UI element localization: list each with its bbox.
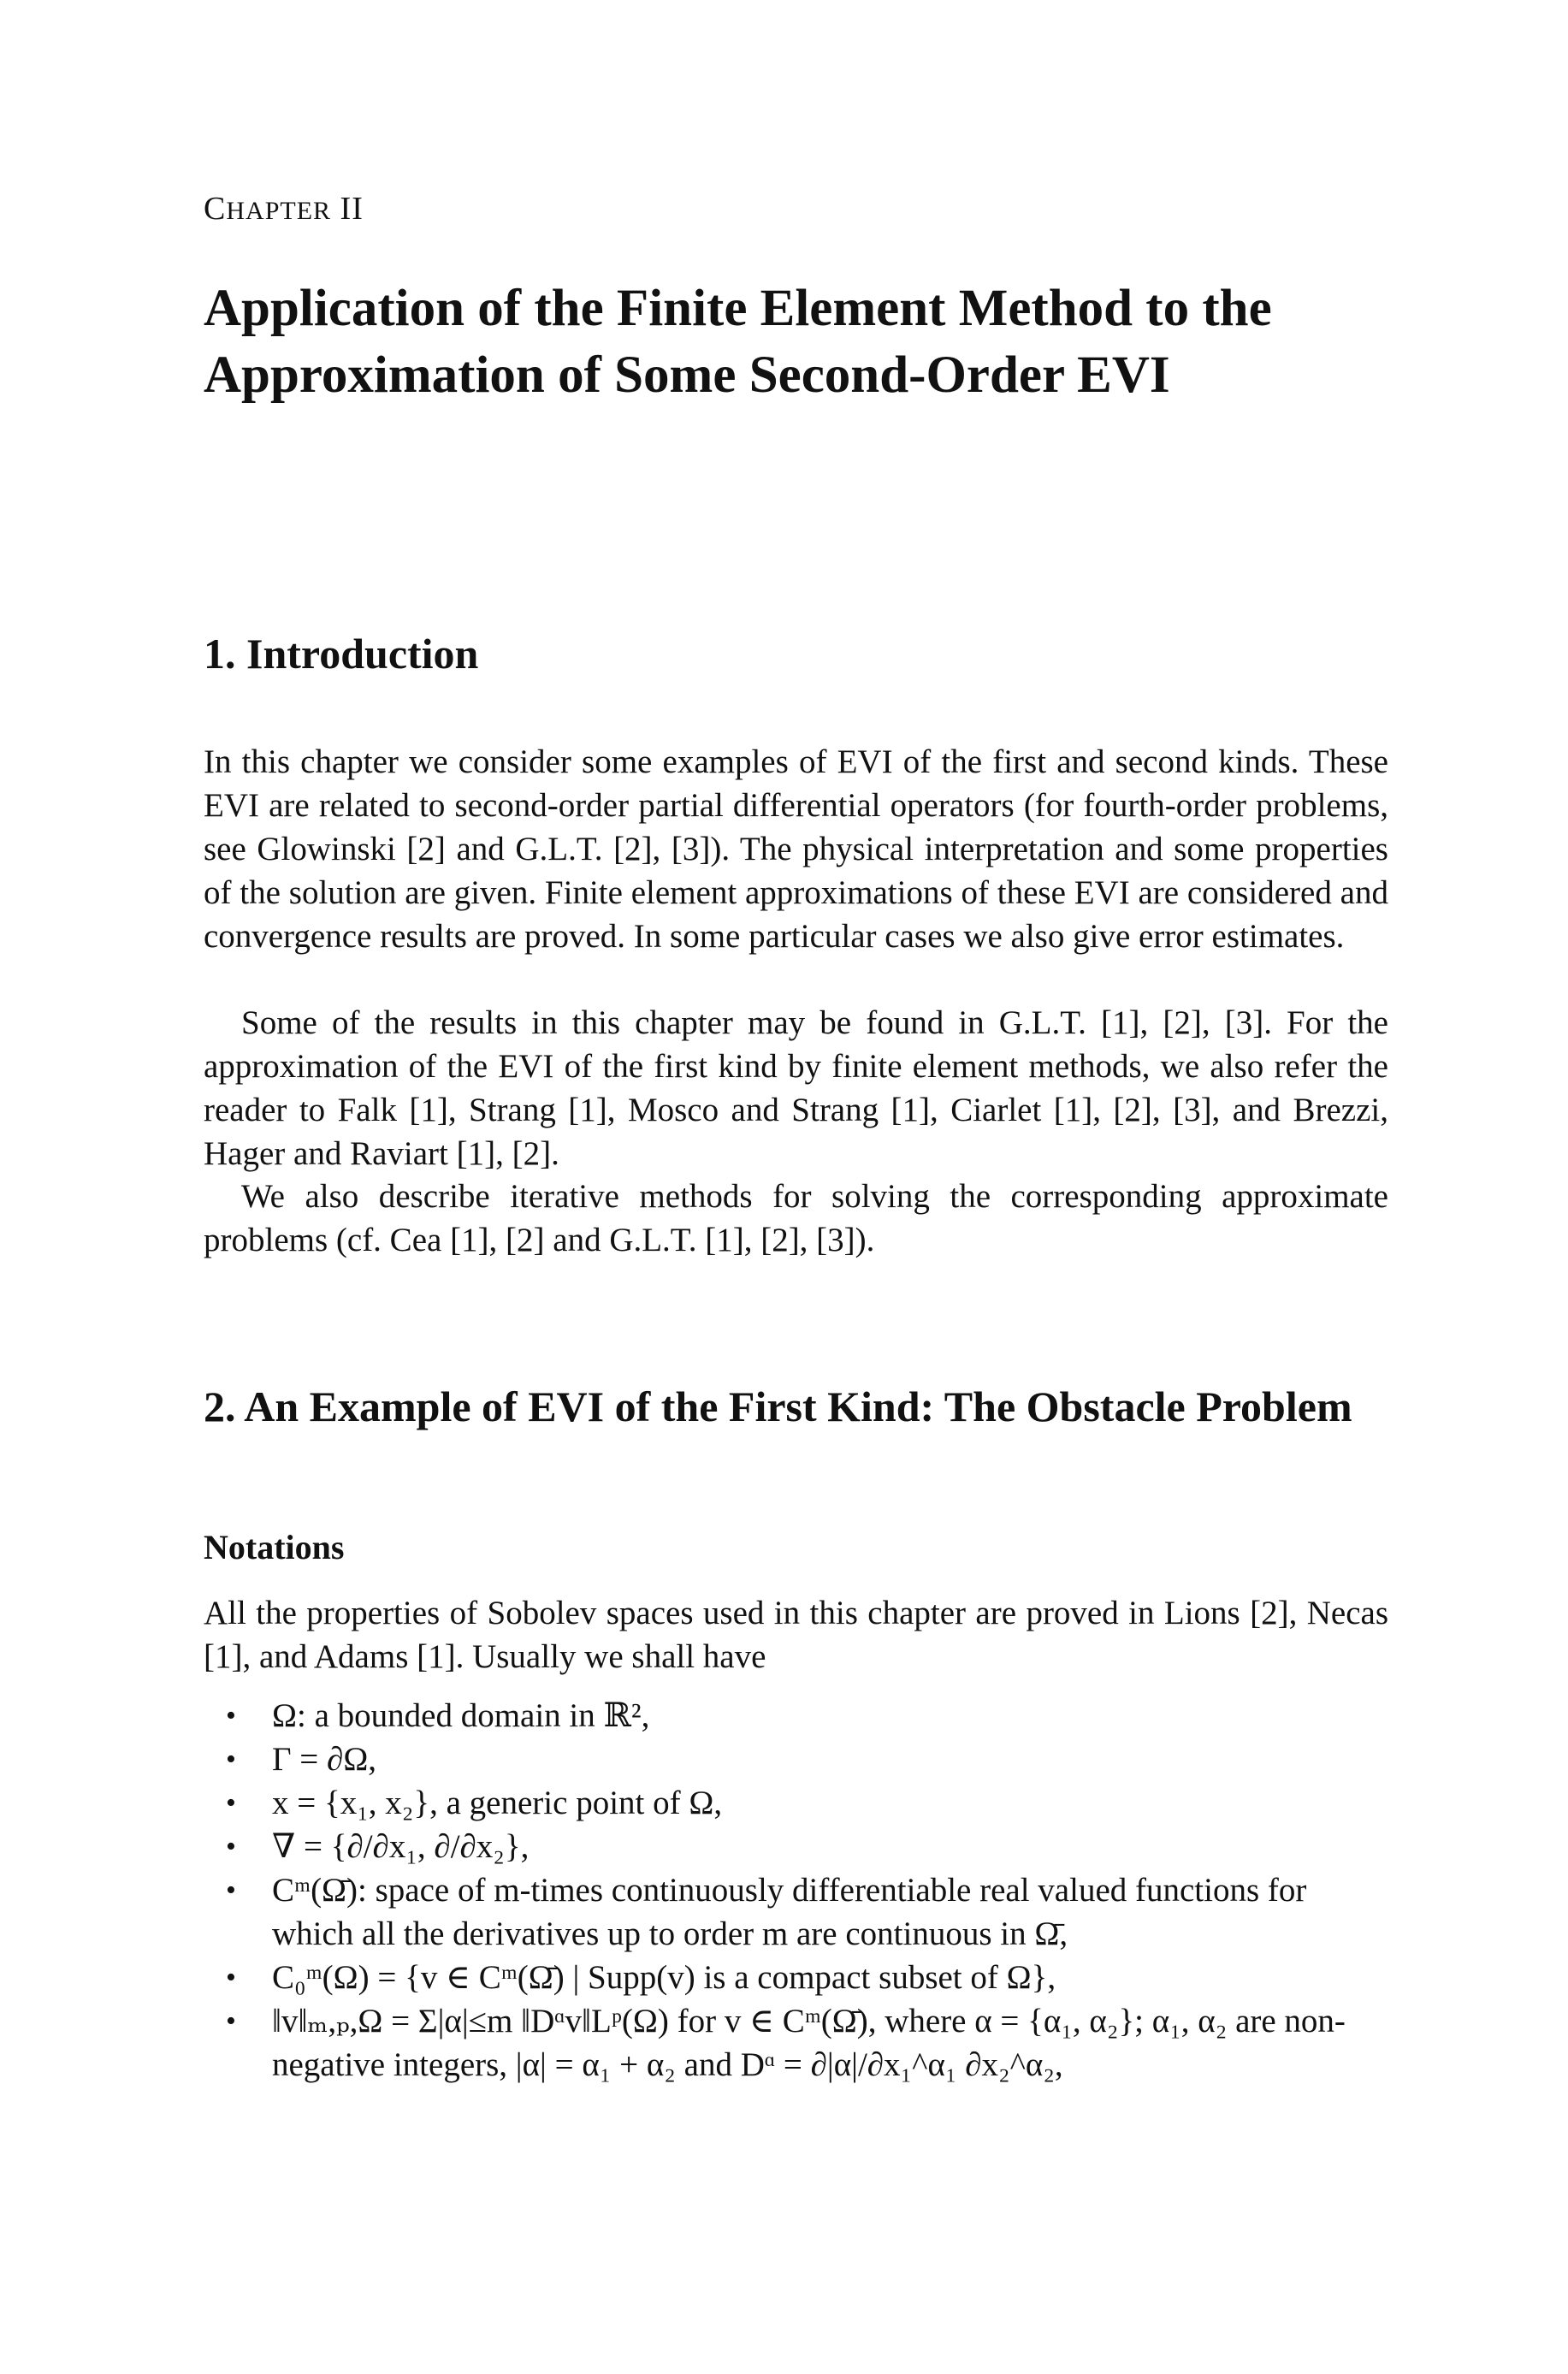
bullet: • <box>226 1962 236 1993</box>
notations-subheading: Notations <box>204 1528 345 1566</box>
list-item-text: C₀ᵐ(Ω) = {v ∈ Cᵐ(Ω̄) | Supp(v) is a compact subset of Ω}, <box>272 1959 1056 1996</box>
section-1-paragraph-2: Some of the results in this chapter may be found in G.L.T. [1], [2], [3]. For the approximation of the EVI of the first kind by finite element methods, we also refer the reader to Falk [1], Strang [1], Mosco and Strang [1], Ciarlet [1], [2], [3], and Brezzi, Hager and Raviart [1], [2]. <box>204 1004 1388 1172</box>
chapter-title-line-1: Application of the Finite Element Method to the <box>204 280 1272 337</box>
bullet: • <box>226 1700 236 1732</box>
chapter-title-line-2: Approximation of Some Second-Order EVI <box>204 346 1170 404</box>
chapter-label <box>204 190 364 228</box>
chapter-title <box>204 275 1418 409</box>
list-item <box>204 1999 1388 2087</box>
list-item <box>204 1694 1388 1738</box>
section-1-paragraph-3: We also describe iterative methods for solving the corresponding approximate problems (cf. Cea [1], [2] and G.L.T. [1], [2], [3]). <box>204 1178 1388 1258</box>
section-1-heading: 1. Introduction <box>204 630 479 678</box>
list-item-text: Ω: a bounded domain in ℝ², <box>272 1697 650 1734</box>
bullet: • <box>226 1874 236 1906</box>
list-item <box>204 1868 1388 1956</box>
chapter-label-word: HAPTER <box>226 197 332 225</box>
list-item <box>204 1738 1388 1781</box>
section-1-paragraph-1: In this chapter we consider some examples of EVI of the first and second kinds. These EVI are related to second-order partial differential operators (for fourth-order problems, see Glowinski [2] and G.L.T. [2], [3]). The physical interpretation and some properties of the solution are given. Finite element approximations of these EVI are considered and convergence results are proved. In some particular cases we also give error estimates. <box>204 743 1388 955</box>
bullet: • <box>226 2005 236 2037</box>
list-item-text: Γ = ∂Ω, <box>272 1741 377 1778</box>
bullet: • <box>226 1787 236 1819</box>
chapter-label-initial: C <box>204 191 227 227</box>
bullet: • <box>226 1743 236 1775</box>
list-item-text: Cᵐ(Ω̄): space of m-times continuously differentiable real valued functions for which all the derivatives up to order m are continuous in Ω̄, <box>272 1872 1307 1952</box>
list-item-text: ‖v‖ₘ,ₚ,Ω = Σ|α|≤m ‖Dᵅv‖Lᵖ(Ω) for v ∈ Cᵐ(Ω̄), where α = {α₁, α₂}; α₁, α₂ are non-negative integers, |α| = α₁ + α₂ and Dᵅ = ∂|α|/∂x₁^α₁ ∂x₂^α₂, <box>272 2003 1346 2083</box>
section-2-heading: 2. An Example of EVI of the First Kind: The Obstacle Problem <box>204 1382 1352 1430</box>
notation-list <box>204 1694 1388 2087</box>
bullet: • <box>226 1831 236 1862</box>
chapter-number: II <box>340 191 364 227</box>
list-item <box>204 1956 1388 1999</box>
list-item <box>204 1781 1388 1825</box>
list-item-text: ∇ = {∂/∂x₁, ∂/∂x₂}, <box>272 1828 530 1865</box>
list-item <box>204 1825 1388 1868</box>
list-item-text: x = {x₁, x₂}, a generic point of Ω, <box>272 1785 723 1821</box>
section-2-paragraph-1: All the properties of Sobolev spaces used in this chapter are proved in Lions [2], Necas [1], and Adams [1]. Usually we shall have <box>204 1595 1388 1675</box>
